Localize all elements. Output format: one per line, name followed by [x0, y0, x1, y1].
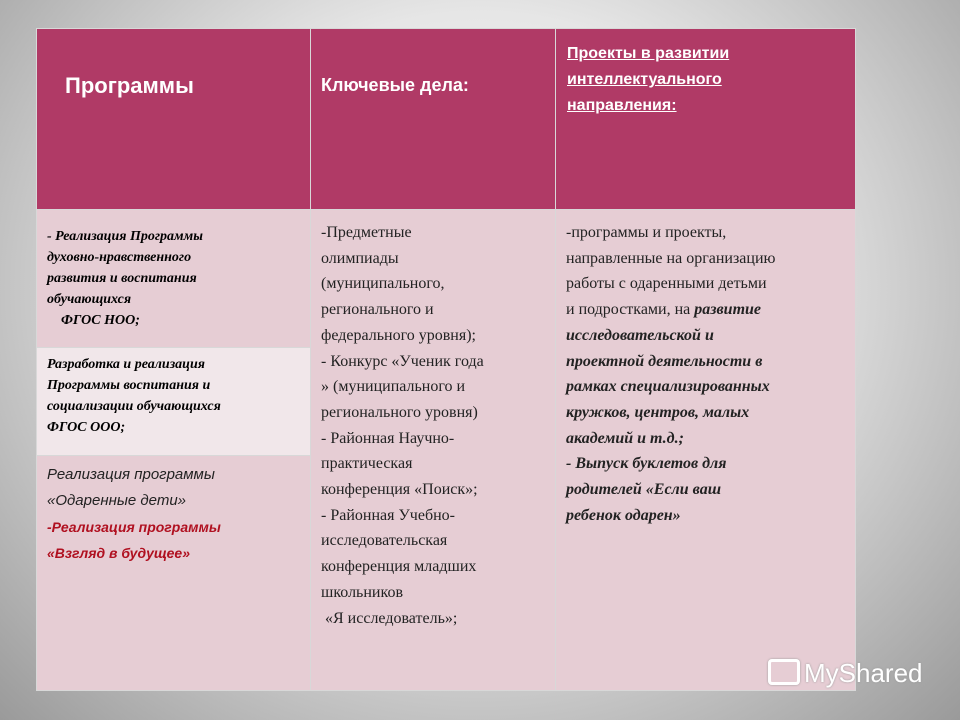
key-activity-line: олимпиады	[321, 249, 399, 267]
project-line: направленные на организацию	[566, 249, 776, 267]
key-activity-line: » (муниципального и	[321, 378, 466, 396]
project-line-bold: родителей «Если ваш	[566, 481, 722, 499]
key-activity-line: исследовательская	[321, 532, 448, 550]
program-row-2-line: ФГОС ООО;	[47, 420, 126, 435]
program-row-1-line: обучающихся	[47, 292, 132, 307]
key-activity-line: -Предметные	[321, 224, 412, 241]
project-line-bold: развитие	[694, 301, 762, 319]
program-row-3-line: -Реализация программы	[47, 519, 221, 535]
key-activity-line: - Районная Учебно-	[321, 506, 455, 524]
key-activity-line: регионального уровня)	[321, 403, 478, 421]
watermark-text: MyShared	[804, 658, 923, 688]
key-activity-line: конференция младших	[321, 558, 477, 576]
project-line: работы с одаренными детьми	[566, 275, 767, 293]
project-line-bold: ребенок одарен»	[566, 506, 681, 524]
header-projects-line: интеллектуального	[567, 71, 722, 88]
key-activity-line: практическая	[321, 455, 413, 473]
key-activity-line: федерального уровня);	[321, 326, 476, 344]
project-line: -программы и проекты,	[566, 224, 727, 241]
program-row-3-line: «Взгляд в будущее»	[47, 545, 191, 561]
header-programs-label: Программы	[65, 73, 194, 98]
project-line-bold: рамках специализированных	[566, 378, 770, 396]
key-activity-line: - Конкурс «Ученик года	[321, 352, 484, 370]
program-row-2-line: Программы воспитания и	[47, 378, 211, 393]
header-key-activities	[310, 28, 556, 210]
program-row-1	[36, 209, 311, 348]
header-projects-line: направления:	[567, 97, 677, 114]
key-activity-line: регионального и	[321, 301, 434, 319]
program-row-1-line: духовно-нравственного	[47, 250, 192, 265]
watermark-icon	[768, 659, 800, 685]
header-programs	[36, 28, 311, 210]
key-activity-line: школьников	[321, 583, 403, 601]
program-row-2-line: социализации обучающихся	[47, 399, 221, 414]
program-row-1-line: развития и воспитания	[47, 271, 197, 286]
project-line-bold: академий и т.д.;	[566, 429, 684, 447]
program-row-2	[36, 347, 311, 456]
key-activity-line: конференция «Поиск»;	[321, 481, 478, 499]
program-row-3	[36, 455, 311, 691]
program-row-1-line: ФГОС НОО;	[61, 313, 140, 328]
header-projects	[555, 28, 856, 210]
header-key-activities-label: Ключевые дела:	[321, 75, 469, 95]
key-activity-line: «Я исследователь»;	[321, 609, 458, 627]
header-projects-line: Проекты в развитии	[567, 45, 730, 62]
watermark-logo	[768, 658, 923, 689]
program-row-3-line: Реализация программы	[47, 466, 215, 483]
project-line-bold: исследовательской и	[566, 326, 714, 344]
program-row-1-line: - Реализация Программы	[47, 229, 203, 244]
key-activity-line: - Районная Научно-	[321, 429, 455, 447]
project-line-bold: кружков, центров, малых	[566, 403, 750, 421]
program-row-2-line: Разработка и реализация	[47, 357, 205, 372]
project-line: и подростками, на	[566, 301, 695, 319]
projects-cell	[555, 209, 856, 691]
key-activities-cell	[310, 209, 556, 691]
project-line-bold: проектной деятельности в	[566, 352, 763, 370]
program-row-3-line: «Одаренные дети»	[47, 492, 187, 509]
key-activity-line: (муниципального,	[321, 275, 445, 293]
project-line-bold: - Выпуск буклетов для	[566, 455, 727, 473]
